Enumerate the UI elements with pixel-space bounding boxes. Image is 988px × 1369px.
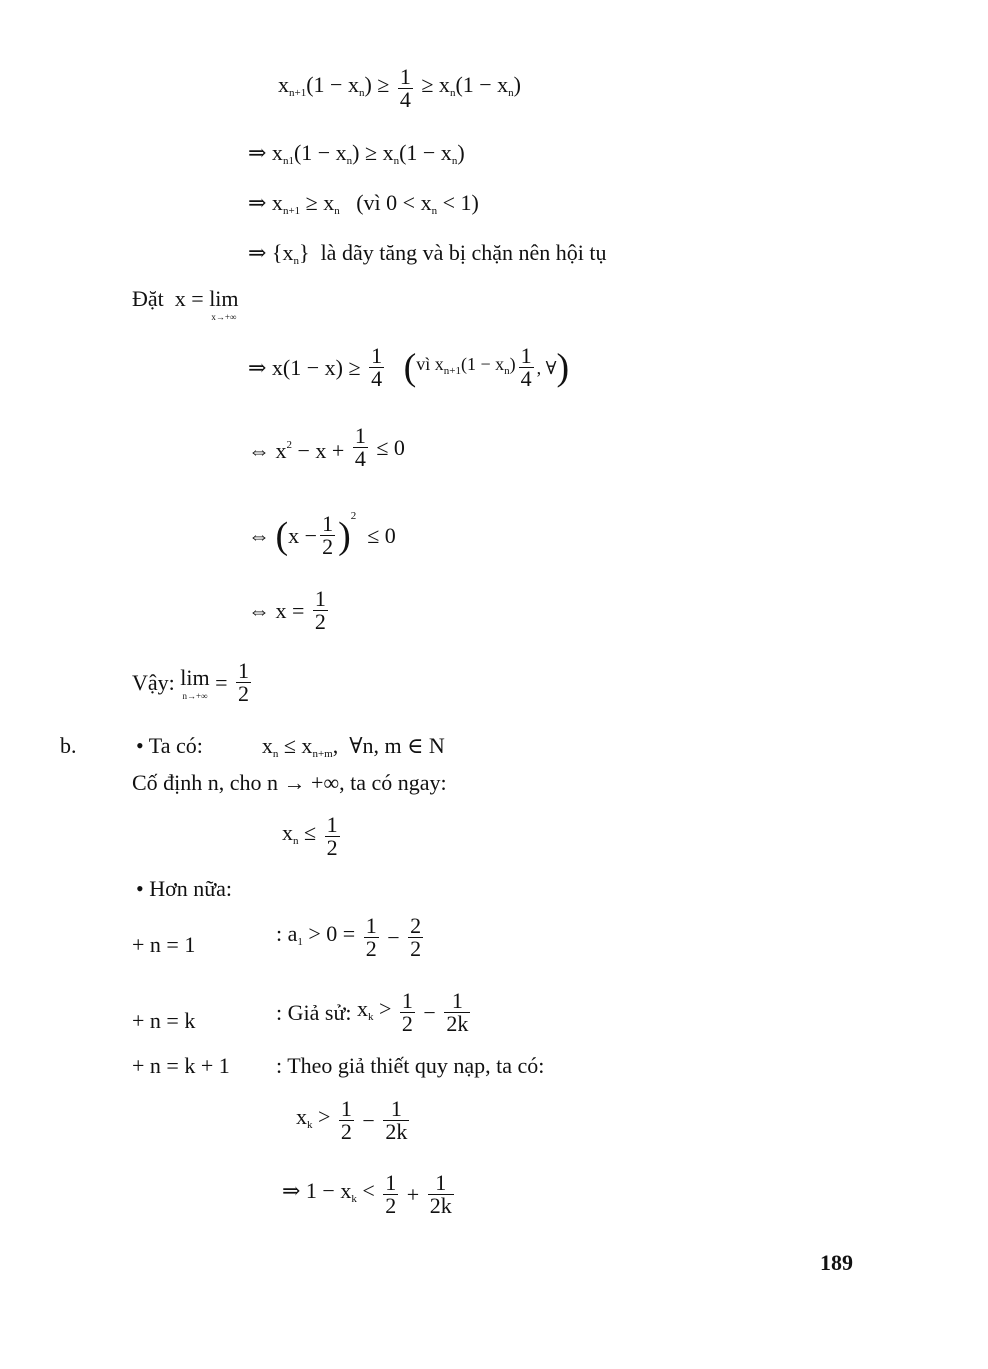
implication-line-4: ⇒ {xn} là dãy tăng và bị chặn nên hội tụ [248, 240, 607, 267]
case-nk1-text: : Theo giả thiết quy nạp, ta có: [276, 1053, 545, 1078]
ta-co-line: • Ta có: xn ≤ xn+m, ∀n, m ∈ N [136, 733, 445, 760]
implication-line-3: ⇒ xn+1 ≥ xn (vì 0 < xn < 1) [248, 190, 479, 217]
final-implication-line: ⇒ 1 − xk < $\frac{1}{2}$ + $\frac{1}{2k}$ [282, 1170, 452, 1218]
case-n1-label: + n = 1 [132, 932, 196, 957]
hon-nua-line: • Hơn nữa: [136, 876, 233, 901]
equivalence-line-9: ⇔ x = $\frac{1}{2}$ [248, 586, 326, 634]
equivalence-line-8: ⇔ (x − $\frac{1}{2}$ )$^2$ ≤ 0 [248, 510, 396, 560]
page-number: 189 [820, 1250, 853, 1275]
case-nk1-label: + n = k + 1 [132, 1053, 230, 1078]
implication-line-2: ⇒ xn1(1 − xn) ≥ xn(1 − xn) [248, 140, 465, 167]
co-dinh-line: Cố định n, cho n → +∞, ta có ngay: [132, 770, 447, 795]
equivalence-line-7: ⇔ $x^2 - x$ + $\frac{1}{4}$ ≤ 0 [248, 423, 405, 471]
xn-bound-line: xn ≤ $\frac{1}{2}$ [282, 812, 338, 860]
ineq-line-1: xn+1(1 − xn) ≥ $\frac{1}{4}$ ≥ xn(1 − xn) [278, 64, 521, 112]
conclusion-line: Vậy: lim n→+∞ = $\frac{1}{2}$ [132, 658, 250, 706]
inductive-hypothesis-line: xk > $\frac{1}{2}$ − $\frac{1}{2k}$ [296, 1096, 408, 1144]
limit-inequality-line: ⇒ x(1 − x) ≥ $\frac{1}{4}$ (vì $x_{n+1}(1 - x_n)$ $\frac{1}{4}$ , ∀) [248, 343, 570, 391]
case-nk-label: + n = k [132, 1008, 196, 1033]
dat-line: Đặt x = lim x→+∞ [132, 286, 239, 322]
case-nk-expr: : Giả sử: xk > $\frac{1}{2}$ − $\frac{1}{2k}$ [276, 988, 469, 1036]
part-b-label: b. [60, 733, 77, 758]
case-n1-expr: : a1 > 0 = $\frac{1}{2}$ − $\frac{2}{2}$ [276, 913, 422, 961]
